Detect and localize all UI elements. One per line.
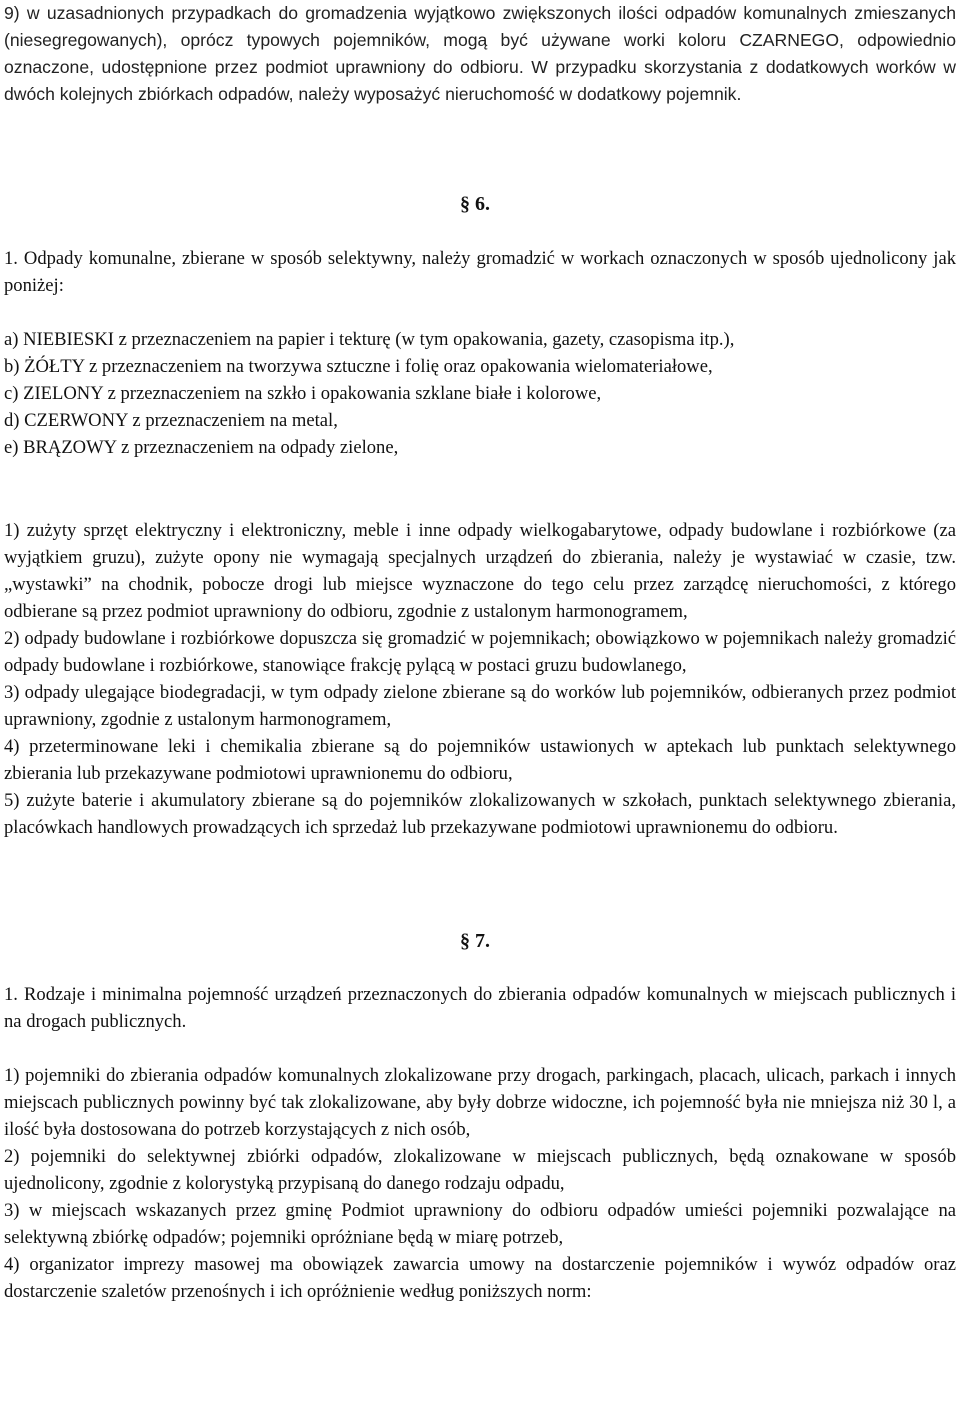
section-heading-7: § 7. <box>460 930 490 952</box>
section-6-paragraph-1: 1. Odpady komunalne, zbierane w sposób selektywny, należy gromadzić w workach oznaczonych w sposób ujednolicony jak poniżej: <box>4 248 956 296</box>
public-containers-list: 1) pojemniki do zbierania odpadów komunalnych zlokalizowane przy drogach, parkingach, placach, ulicach, parkach i innych miejscach publicznych powinny być tak zlokalizowane, aby były dobrze widoczne, ich pojemność była nie mniejsza niż 30 l, a ilość była dostosowana do potrzeb korzystających z nich osób, 2) pojemniki do selektywnej zbiórki odpadów, zlokalizowane w miejscach publicznych, będą oznakowane w sposób ujednolicony, zgodnie z kolorystyką przypisaną do danego rodzaju odpadu, 3) w miejscach wskazanych przez gminę Podmiot uprawniony do odbioru odpadów umieści pojemniki pozwalające na selektywną zbiórkę odpadów; pojemniki opróżniane będą w miarę potrzeb, 4) organizator imprezy masowej ma obowiązek zawarcia umowy na dostarczenie pojemników i wywóz odpadów oraz dostarczenie szaletów przenośnych i ich opróżnienie według poniższych norm: <box>4 1065 956 1302</box>
section-7-paragraph-1: 1. Rodzaje i minimalna pojemność urządzeń przeznaczonych do zbierania odpadów komunalnych w miejscach publicznych i na drogach publicznych. <box>4 984 956 1032</box>
bag-item-blue: a) NIEBIESKI z przeznaczeniem na papier i tekturę (w tym opakowania, gazety, czasopisma itp.), <box>4 329 735 350</box>
section-heading-6: § 6. <box>460 193 490 215</box>
bag-item-yellow: b) ŻÓŁTY z przeznaczeniem na tworzywa sztuczne i folię oraz opakowania wielomateriałowe, <box>4 356 713 377</box>
paragraph-9: 9) w uzasadnionych przypadkach do gromadzenia wyjątkowo zwiększonych ilości odpadów komunalnych zmieszanych (niesegregowanych), oprócz typowych pojemników, mogą być używane worki koloru CZARNEGO, odpowiednio oznaczone, udostępnione przez podmiot uprawniony do odbioru. W przypadku skorzystania z dodatkowych worków w dwóch kolejnych zbiórkach odpadów, należy wyposażyć nieruchomość w dodatkowy pojemnik. <box>4 3 956 104</box>
bag-item-red: d) CZERWONY z przeznaczeniem na metal, <box>4 410 338 431</box>
bag-item-brown: e) BRĄZOWY z przeznaczeniem na odpady zielone, <box>4 437 399 458</box>
bag-item-green: c) ZIELONY z przeznaczeniem na szkło i opakowania szklane białe i kolorowe, <box>4 383 602 404</box>
waste-items-list: 1) zużyty sprzęt elektryczny i elektroniczny, meble i inne odpady wielkogabarytowe, odpady budowlane i rozbiórkowe (za wyjątkiem gruzu), zużyte opony nie wymagają specjalnych urządzeń do zbierania, należy je wystawiać w czasie, tzw. „wystawki” na chodnik, pobocze drogi lub miejsce wyznaczone do tego celu przez zarządcę nieruchomości, z którego odbierane są przez podmiot uprawniony do odbioru, zgodnie z ustalonym harmonogramem, 2) odpady budowlane i rozbiórkowe dopuszcza się gromadzić w pojemnikach; obowiązkowo w pojemnikach należy gromadzić odpady budowlane i rozbiórkowe, stanowiące frakcję pylącą w postaci gruzu budowlanego, 3) odpady ulegające biodegradacji, w tym odpady zielone zbierane są do worków lub pojemników, odbieranych przez podmiot uprawniony, zgodnie z ustalonym harmonogramem, 4) przeterminowane leki i chemikalia zbierane są do pojemników ustawionych w aptekach lub punktach selektywnego zbierania lub przekazywane podmiotowi uprawnionemu do odbioru, 5) zużyte baterie i akumulatory zbierane są do pojemników zlokalizowanych w szkołach, punktach selektywnego zbierania, placówkach handlowych prowadzących ich sprzedaż lub przekazywane podmiotowi uprawnionemu do odbioru. <box>4 520 956 838</box>
